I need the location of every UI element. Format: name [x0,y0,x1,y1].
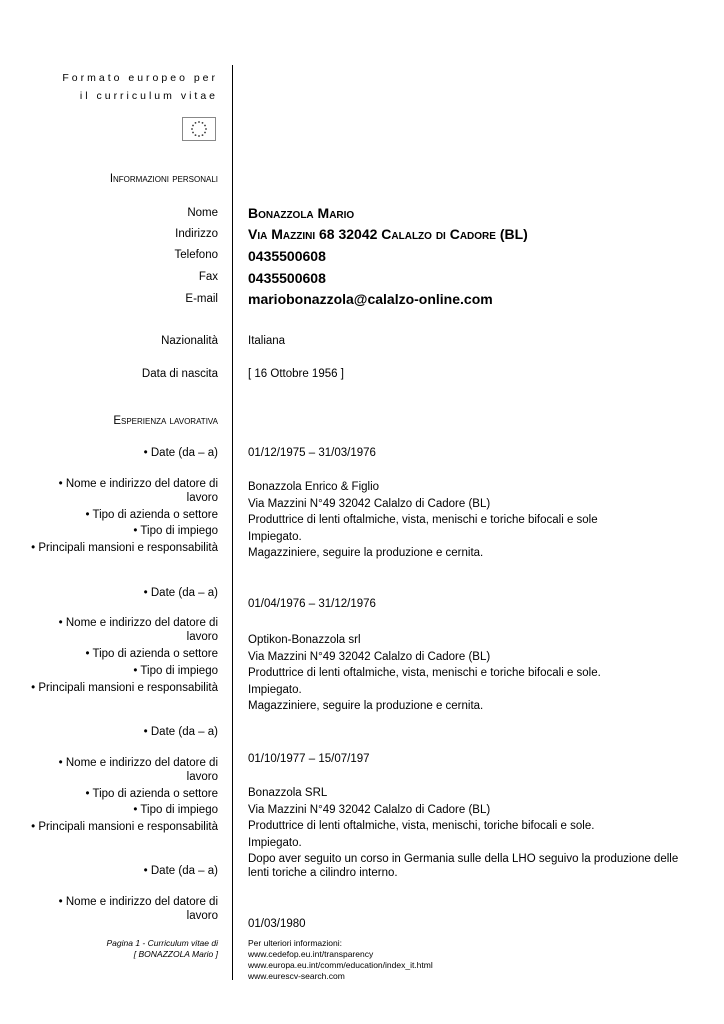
entry3-employer-name: Bonazzola SRL [248,787,328,799]
footer-link-cedefop[interactable]: www.cedefop.eu.int/transparency [248,949,374,959]
footer-link-eurescv[interactable]: www.eurescv-search.com [248,971,345,981]
value-fax: 0435500608 [248,270,326,286]
column-divider [232,65,233,980]
label-sector: • Tipo di azienda o settore [85,788,218,800]
label-employer: • Nome e indirizzo del datore di lavoro [58,478,218,504]
footer-page-line1: Pagina 1 - Curriculum vitae di [106,938,218,948]
label-employer: • Nome e indirizzo del datore di lavoro [58,757,218,783]
label-date: • Date (da – a) [143,447,218,459]
eu-stars-icon [183,118,215,140]
label-date: • Date (da – a) [143,587,218,599]
footer-link-europa[interactable]: www.europa.eu.int/comm/education/index_it.html [248,960,433,970]
label-birth-date: Data di nascita [141,368,218,380]
section-personal-info: Informazioni personali [109,173,218,185]
label-date: • Date (da – a) [143,865,218,877]
label-duties: • Principali mansioni e responsabilità [31,682,218,694]
entry3-job-type: Impiegato. [248,837,302,849]
section-work-experience: Esperienza lavorativa [113,415,218,427]
entry3-date: 01/10/1977 – 15/07/197 [248,753,370,765]
label-duties: • Principali mansioni e responsabilità [31,542,218,554]
footer-page-line2: [ BONAZZOLA Mario ] [133,949,218,959]
entry1-job-type: Impiegato. [248,531,302,543]
entry3-duties: Dopo aver seguito un corso in Germania sulle della LHO seguivo la produzione delle lenti toriche a cilindro interno. [248,853,679,879]
value-email[interactable]: mariobonazzola@calalzo-online.com [248,291,493,307]
label-sector: • Tipo di azienda o settore [85,648,218,660]
cv-title-line2: il curriculum vitae [79,90,218,102]
label-email: E-mail [185,293,218,305]
entry2-employer-address: Via Mazzini N°49 32042 Calalzo di Cadore (BL) [248,651,491,663]
entry2-duties: Magazziniere, seguire la produzione e cernita. [248,700,484,712]
eu-flag-logo [182,117,216,141]
label-fax: Fax [198,271,218,283]
label-employer: • Nome e indirizzo del datore di lavoro [58,896,218,922]
label-job-type: • Tipo di impiego [133,804,218,816]
label-phone: Telefono [174,249,218,261]
entry2-sector: Produttrice di lenti oftalmiche, vista, menischi e toriche bifocali e sole. [248,667,601,679]
label-sector: • Tipo di azienda o settore [85,509,218,521]
label-duties: • Principali mansioni e responsabilità [31,821,218,833]
entry3-employer-address: Via Mazzini N°49 32042 Calalzo di Cadore (BL) [248,804,491,816]
entry1-duties: Magazziniere, seguire la produzione e cernita. [248,547,484,559]
cv-title-line1: Formato europeo per [62,72,218,84]
entry1-sector: Produttrice di lenti oftalmiche, vista, menischi e toriche bifocali e sole [248,514,598,526]
label-nationality: Nazionalità [161,335,218,347]
label-name: Nome [187,207,218,219]
value-address: Via Mazzini 68 32042 Calalzo di Cadore (BL) [248,226,528,242]
label-employer: • Nome e indirizzo del datore di lavoro [58,617,218,643]
label-job-type: • Tipo di impiego [133,525,218,537]
entry3-sector: Produttrice di lenti oftalmiche, vista, menischi, toriche bifocali e sole. [248,820,595,832]
entry1-date: 01/12/1975 – 31/03/1976 [248,447,376,459]
entry2-employer-name: Optikon-Bonazzola srl [248,634,361,646]
value-phone: 0435500608 [248,248,326,264]
footer-info-heading: Per ulteriori informazioni: [248,938,343,948]
entry2-job-type: Impiegato. [248,684,302,696]
label-address: Indirizzo [175,228,218,240]
entry4-date: 01/03/1980 [248,918,306,930]
entry2-date: 01/04/1976 – 31/12/1976 [248,598,376,610]
value-name: Bonazzola Mario [248,205,355,221]
value-nationality: Italiana [248,335,286,347]
value-birth-date: [ 16 Ottobre 1956 ] [248,368,344,380]
entry1-employer-name: Bonazzola Enrico & Figlio [248,481,380,493]
label-date: • Date (da – a) [143,726,218,738]
entry1-employer-address: Via Mazzini N°49 32042 Calalzo di Cadore (BL) [248,498,491,510]
label-job-type: • Tipo di impiego [133,665,218,677]
